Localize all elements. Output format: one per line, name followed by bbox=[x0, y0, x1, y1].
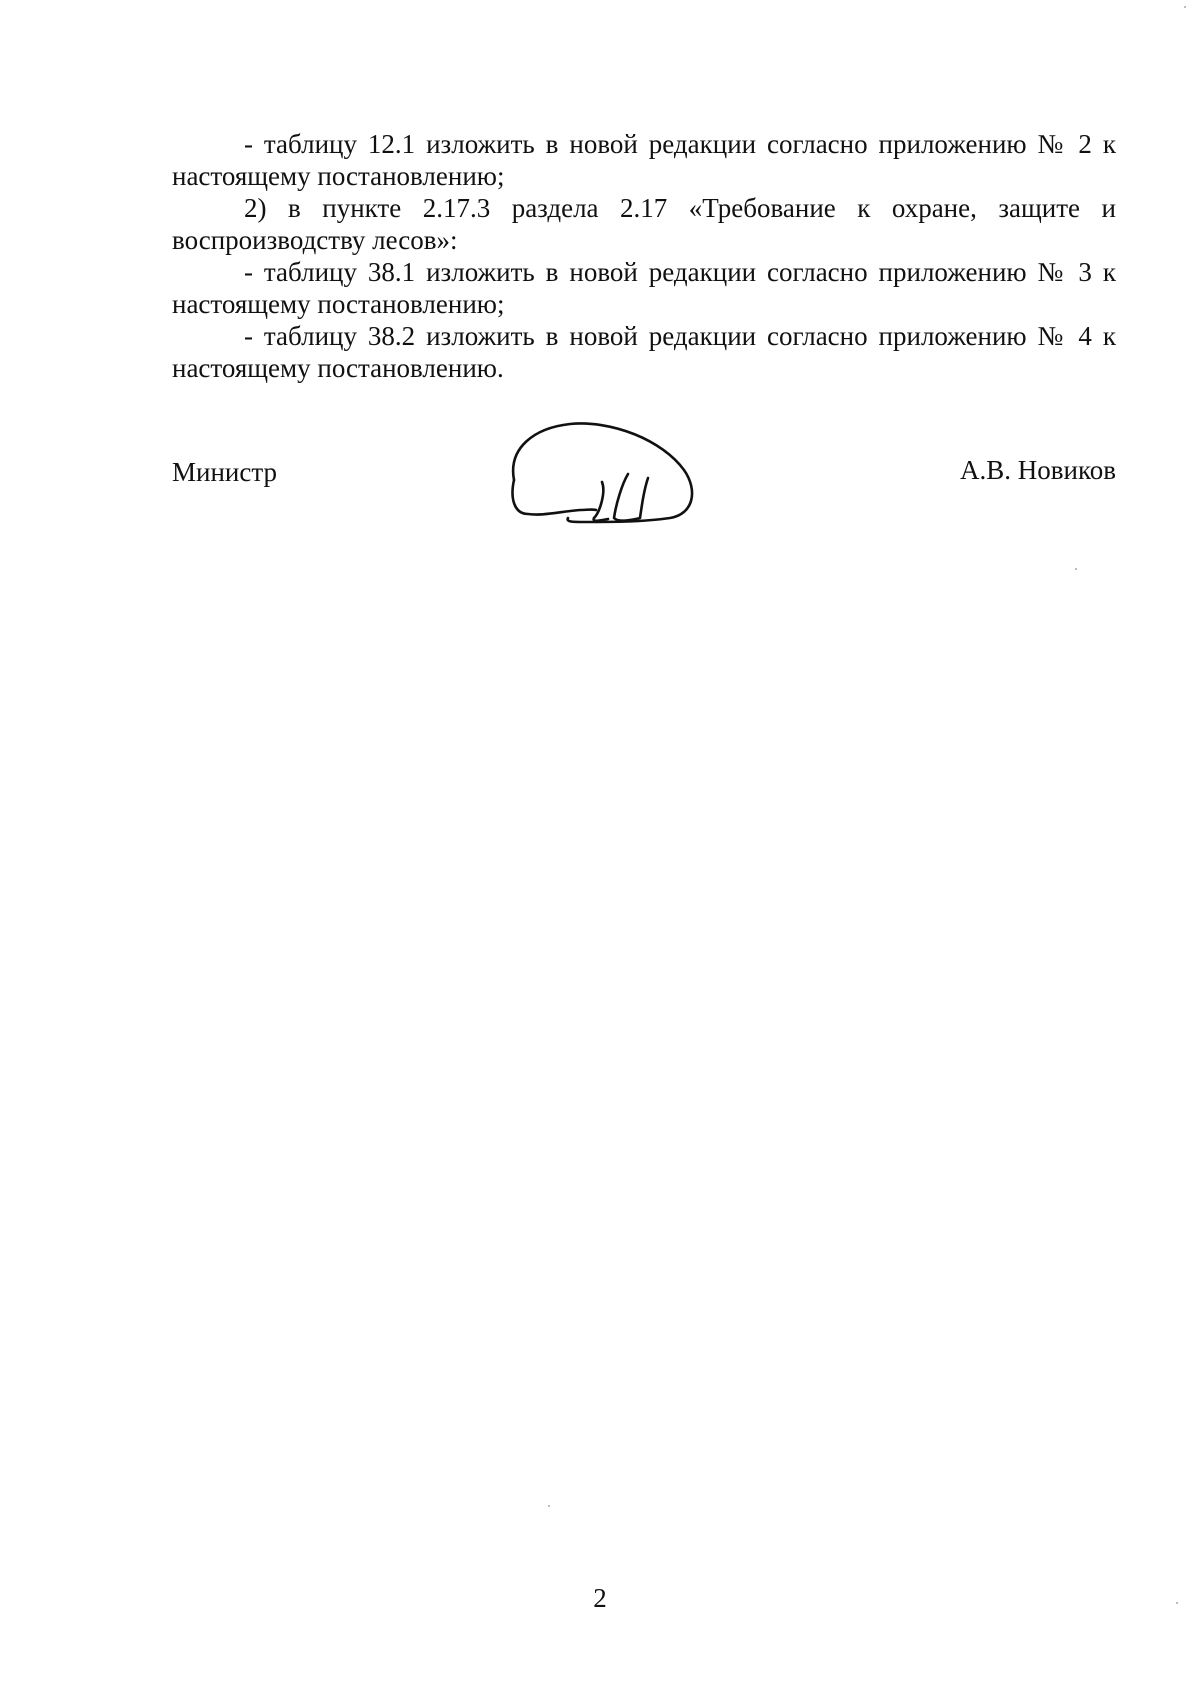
signature-block bbox=[172, 418, 1116, 538]
paragraph: 2) в пункте 2.17.3 раздела 2.17 «Требование к охране, защите и воспроизводству лесов»: bbox=[172, 193, 1116, 255]
signatory-title: Министр bbox=[172, 457, 277, 487]
scan-speck bbox=[1184, 6, 1186, 8]
scan-speck bbox=[1075, 568, 1077, 570]
scan-speck bbox=[548, 1505, 550, 1507]
signatory-name: А.В. Новиков bbox=[960, 455, 1116, 485]
document-body bbox=[172, 128, 1116, 384]
scan-speck bbox=[1176, 1602, 1178, 1604]
page-number: 2 bbox=[593, 1583, 607, 1613]
paragraph: - таблицу 38.1 изложить в новой редакции согласно приложению № 3 к настоящему постановлению; bbox=[172, 257, 1116, 319]
signature-icon bbox=[462, 418, 712, 538]
paragraph: - таблицу 38.2 изложить в новой редакции согласно приложению № 4 к настоящему постановлению. bbox=[172, 321, 1116, 383]
paragraph: - таблицу 12.1 изложить в новой редакции согласно приложению № 2 к настоящему постановлению; bbox=[172, 129, 1116, 191]
